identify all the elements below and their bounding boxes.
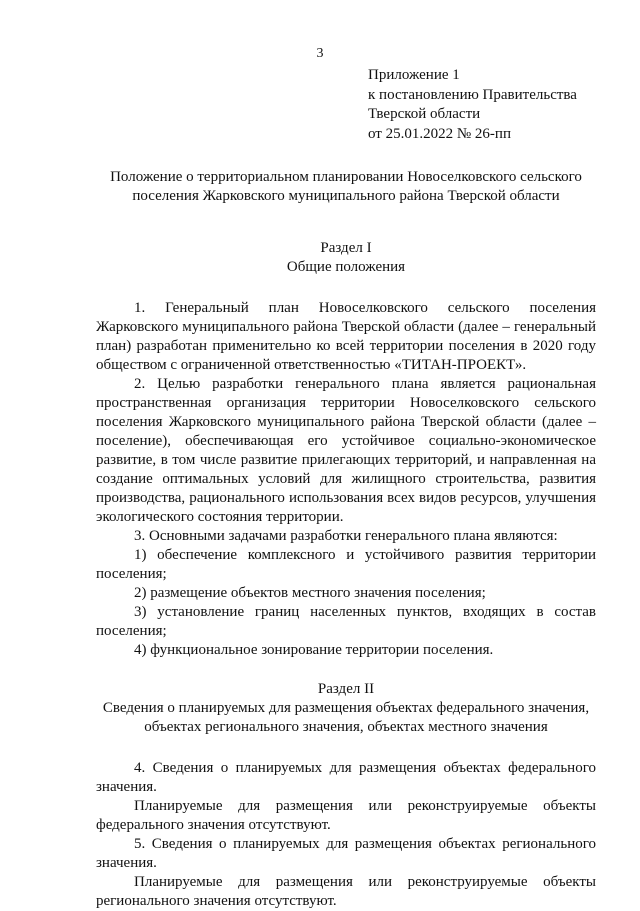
page-number: 3	[316, 46, 324, 61]
paragraph-4: 4. Сведения о планируемых для размещения объектах федерального значения.	[96, 760, 596, 795]
appendix-line: от 25.01.2022 № 26-пп	[368, 125, 511, 142]
title-line: поселения Жарковского муниципального района Тверской области	[132, 188, 560, 204]
paragraph-5-detail: Планируемые для размещения или реконструируемые объекты регионального значения отсутствуют.	[96, 874, 596, 909]
paragraph-4-detail: Планируемые для размещения или реконструируемые объекты федерального значения отсутствуют.	[96, 798, 596, 833]
section-1-heading: Раздел I	[320, 240, 372, 256]
paragraph-3: 3. Основными задачами разработки генерального плана являются:	[134, 528, 558, 544]
paragraph-5: 5. Сведения о планируемых для размещения объектах регионального значения.	[96, 836, 596, 871]
section-2-subheading: Сведения о планируемых для размещения объектах федерального значения,	[102, 700, 590, 716]
appendix-line: Тверской области	[368, 106, 481, 122]
paragraph-3-item-1: 1) обеспечение комплексного и устойчивого развития территории поселения;	[96, 547, 596, 582]
section-2-subheading: объектах регионального значения, объектах местного значения	[144, 719, 548, 735]
document-body	[96, 168, 596, 911]
appendix-line: к постановлению Правительства	[368, 86, 577, 103]
title-line: Положение о территориальном планировании Новоселковского сельского	[110, 169, 582, 185]
document-title	[96, 168, 596, 206]
appendix-line: Приложение 1	[368, 67, 460, 83]
paragraph-3-item-3: 3) установление границ населенных пунктов, входящих в состав поселения;	[96, 604, 596, 639]
paragraph-3-item-4: 4) функциональное зонирование территории поселения.	[134, 642, 494, 658]
appendix-block	[368, 66, 618, 144]
paragraph-1: 1. Генеральный план Новоселковского сельского поселения Жарковского муниципального района Тверской области (далее – генеральный план) разработан применительно ко всей территории поселения в 2020 году обществом с ограниченной ответственностью «ТИТАН-ПРОЕКТ».	[96, 300, 596, 373]
paragraph-2: 2. Целью разработки генерального плана является рациональная пространственная организация территории Новоселковского сельского поселения Жарковского муниципального района Тверской области (далее – поселение), обеспечивающая его устойчивое социально-экономическое развитие, в том числе развитие прилегающих территорий, и направленная на создание оптимальных условий для жилищного строительства, развития производства, рационального использования всех видов ресурсов, улучшения экологического состояния территории.	[96, 376, 596, 525]
paragraph-3-item-2: 2) размещение объектов местного значения поселения;	[134, 585, 486, 601]
section-1-subheading: Общие положения	[286, 259, 406, 275]
section-2-heading: Раздел II	[317, 681, 375, 697]
